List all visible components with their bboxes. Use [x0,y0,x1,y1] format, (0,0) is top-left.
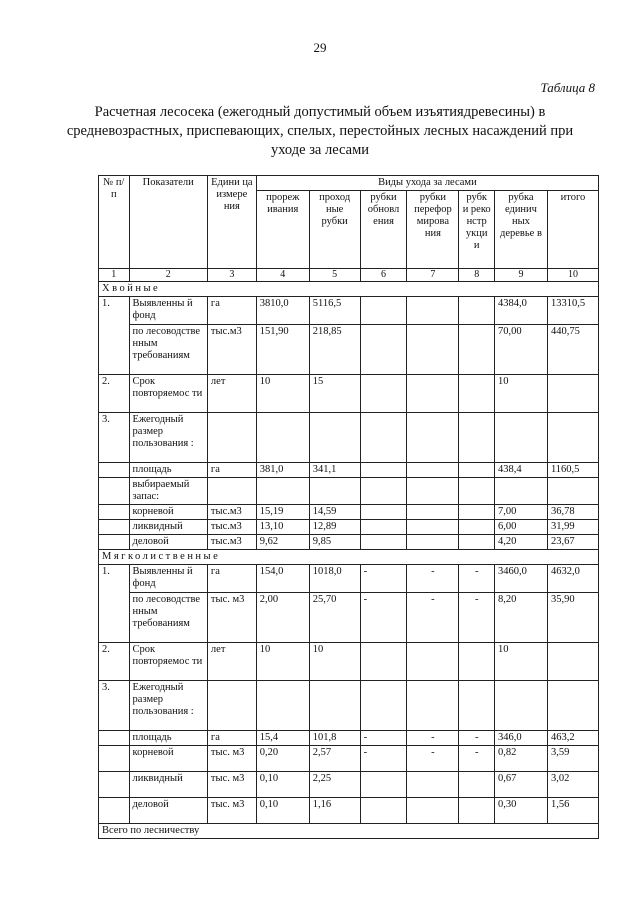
cell-reconstruction [459,535,495,550]
cell-reconstruction [459,463,495,478]
cell-reformation [407,297,459,325]
row-unit: тыс.м3 [207,505,256,520]
cell-single-trees: 7,00 [495,505,548,520]
row-indicator: по лесоводстве нным требованиям [129,593,207,643]
cell-reformation: - [407,746,459,772]
cell-single-trees [495,681,548,731]
cell-reformation: - [407,731,459,746]
col-number: 3 [207,269,256,282]
row-indicator: Срок повторяемос ти [129,643,207,681]
cell-thinning [256,413,309,463]
cell-renewal: - [360,565,407,593]
header-reformation-cuts: рубки перефор мирова ния [407,191,459,269]
cell-thinning: 2,00 [256,593,309,643]
cell-total: 4632,0 [547,565,598,593]
cell-passage [309,681,360,731]
cell-passage: 12,89 [309,520,360,535]
cell-single-trees: 6,00 [495,520,548,535]
forestry-total-row: Всего по лесничеству [99,824,599,839]
row-indicator: площадь [129,463,207,478]
cell-total: 1,56 [547,798,598,824]
cell-single-trees: 0,82 [495,746,548,772]
cell-passage: 9,85 [309,535,360,550]
row-indicator: Ежегодный размер пользования : [129,413,207,463]
cell-renewal [360,505,407,520]
row-unit [207,478,256,505]
cell-passage: 341,1 [309,463,360,478]
column-numbers-row [99,269,599,282]
cell-reformation [407,325,459,375]
row-unit: га [207,565,256,593]
row-number [99,798,130,824]
cell-passage: 2,25 [309,772,360,798]
row-unit: тыс. м3 [207,798,256,824]
col-number: 8 [459,269,495,282]
cell-thinning: 9,62 [256,535,309,550]
table-row [99,413,599,463]
cell-reformation [407,535,459,550]
table-row [99,478,599,505]
cell-reformation [407,772,459,798]
cell-passage: 10 [309,643,360,681]
cell-thinning: 151,90 [256,325,309,375]
row-number [99,463,130,478]
row-unit: тыс.м3 [207,520,256,535]
cell-thinning: 15,19 [256,505,309,520]
cell-reconstruction [459,798,495,824]
cell-passage: 101,8 [309,731,360,746]
cell-thinning: 0,10 [256,798,309,824]
cell-thinning: 10 [256,643,309,681]
col-number: 10 [547,269,598,282]
table-row [99,565,599,593]
cell-reconstruction [459,325,495,375]
col-number: 7 [407,269,459,282]
cell-passage: 15 [309,375,360,413]
row-indicator: Выявленны й фонд [129,297,207,325]
row-number: 2. [99,643,130,681]
cell-reformation: - [407,565,459,593]
table-row [99,520,599,535]
cell-single-trees: 3460,0 [495,565,548,593]
table-row [99,643,599,681]
cell-passage: 1,16 [309,798,360,824]
row-number: 2. [99,375,130,413]
cell-passage: 1018,0 [309,565,360,593]
row-indicator: корневой [129,505,207,520]
cell-reformation [407,505,459,520]
table-row [99,593,599,643]
cell-passage [309,478,360,505]
col-number: 4 [256,269,309,282]
cell-total [547,478,598,505]
row-unit: га [207,731,256,746]
header-reconstruction-cuts: рубк и реко нстр укци и [459,191,495,269]
row-unit: лет [207,643,256,681]
cell-reconstruction: - [459,746,495,772]
cell-total [547,643,598,681]
cell-renewal [360,535,407,550]
cell-reformation: - [407,593,459,643]
header-care-types: Виды ухода за лесами [256,176,598,191]
row-number: 3. [99,681,130,731]
cell-passage: 25,70 [309,593,360,643]
table-label: Таблица 8 [540,80,595,95]
row-number: 3. [99,413,130,463]
table-row [99,297,599,325]
cell-reformation [407,520,459,535]
header-indicators: Показатели [129,176,207,269]
cell-renewal [360,772,407,798]
row-unit [207,413,256,463]
cell-renewal [360,325,407,375]
cell-passage [309,413,360,463]
cell-total: 440,75 [547,325,598,375]
cell-renewal [360,681,407,731]
cell-single-trees [495,413,548,463]
cell-thinning: 10 [256,375,309,413]
header-single-tree-cuts: рубка единич ных деревье в [495,191,548,269]
cell-thinning: 3810,0 [256,297,309,325]
cell-renewal [360,375,407,413]
cell-total [547,681,598,731]
row-indicator: корневой [129,746,207,772]
cell-reformation [407,681,459,731]
header-renewal-cuts: рубки обновл ения [360,191,407,269]
cell-reconstruction [459,375,495,413]
row-number [99,478,130,505]
col-number: 1 [99,269,130,282]
cell-reconstruction: - [459,731,495,746]
cell-reformation [407,643,459,681]
cell-single-trees: 4,20 [495,535,548,550]
row-unit: тыс.м3 [207,325,256,375]
cell-renewal [360,643,407,681]
row-unit [207,681,256,731]
cell-reformation [407,798,459,824]
cell-thinning: 381,0 [256,463,309,478]
cell-single-trees: 346,0 [495,731,548,746]
cell-single-trees: 70,00 [495,325,548,375]
cell-reconstruction [459,297,495,325]
cell-total: 3,02 [547,772,598,798]
header-total: итого [547,191,598,269]
row-number [99,505,130,520]
cell-renewal [360,413,407,463]
cell-total: 463,2 [547,731,598,746]
row-indicator: ликвидный [129,520,207,535]
cell-renewal: - [360,731,407,746]
cell-thinning [256,478,309,505]
cell-reconstruction: - [459,593,495,643]
section-softwood: Мягколиственные [99,550,599,565]
col-number: 2 [129,269,207,282]
cell-total [547,375,598,413]
cell-total: 1160,5 [547,463,598,478]
cell-reconstruction [459,505,495,520]
table-row [99,505,599,520]
row-unit: га [207,297,256,325]
header-no: № п/п [99,176,130,269]
allowable-cut-table [98,175,599,839]
cell-renewal [360,478,407,505]
cell-reformation [407,413,459,463]
section-conifer: Хвойные [99,282,599,297]
cell-single-trees: 0,30 [495,798,548,824]
cell-thinning [256,681,309,731]
table-row [99,463,599,478]
row-unit: тыс. м3 [207,746,256,772]
document-title: Расчетная лесосека (ежегодный допустимый объем изъятиядревесины) в средневозрастных, приспевающих, спелых, перестойных лесных насаждений при уходе за лесами [66,104,574,158]
row-indicator: Срок повторяемос ти [129,375,207,413]
cell-renewal [360,463,407,478]
row-unit: тыс.м3 [207,535,256,550]
cell-thinning: 0,20 [256,746,309,772]
cell-total: 35,90 [547,593,598,643]
cell-reformation [407,463,459,478]
cell-total: 36,78 [547,505,598,520]
table-row [99,772,599,798]
header-thinning: прореж ивания [256,191,309,269]
col-number: 5 [309,269,360,282]
table-row [99,798,599,824]
cell-total [547,413,598,463]
row-unit: лет [207,375,256,413]
cell-renewal [360,520,407,535]
row-indicator: выбираемый запас: [129,478,207,505]
col-number: 9 [495,269,548,282]
row-indicator: деловой [129,798,207,824]
row-number [99,731,130,746]
table-row [99,375,599,413]
cell-passage: 2,57 [309,746,360,772]
row-number [99,772,130,798]
table-row [99,731,599,746]
cell-single-trees: 4384,0 [495,297,548,325]
cell-reconstruction: - [459,565,495,593]
table-row [99,746,599,772]
row-number: 1. [99,565,130,643]
col-number: 6 [360,269,407,282]
cell-reformation [407,375,459,413]
row-indicator: Выявленны й фонд [129,565,207,593]
row-indicator: площадь [129,731,207,746]
cell-passage: 218,85 [309,325,360,375]
cell-single-trees: 8,20 [495,593,548,643]
row-indicator: Ежегодный размер пользования : [129,681,207,731]
page-number: 29 [313,40,327,55]
header-passage-cuts: проход ные рубки [309,191,360,269]
cell-single-trees: 10 [495,375,548,413]
cell-reconstruction [459,681,495,731]
cell-passage: 14,59 [309,505,360,520]
row-indicator: деловой [129,535,207,550]
cell-renewal: - [360,593,407,643]
row-number: 1. [99,297,130,375]
cell-renewal [360,297,407,325]
cell-thinning: 15,4 [256,731,309,746]
cell-renewal [360,798,407,824]
row-indicator: по лесоводстве нным требованиям [129,325,207,375]
table-row [99,535,599,550]
cell-single-trees: 10 [495,643,548,681]
row-number [99,535,130,550]
cell-reconstruction [459,643,495,681]
cell-reconstruction [459,478,495,505]
header-unit: Едини ца измере ния [207,176,256,269]
cell-reconstruction [459,520,495,535]
cell-reconstruction [459,413,495,463]
cell-thinning: 13,10 [256,520,309,535]
cell-renewal: - [360,746,407,772]
row-unit: тыс. м3 [207,593,256,643]
cell-single-trees: 0,67 [495,772,548,798]
cell-passage: 5116,5 [309,297,360,325]
cell-total: 31,99 [547,520,598,535]
cell-thinning: 0,10 [256,772,309,798]
row-unit: тыс. м3 [207,772,256,798]
table-row [99,325,599,375]
table-row [99,681,599,731]
row-number [99,520,130,535]
cell-single-trees [495,478,548,505]
cell-single-trees: 438,4 [495,463,548,478]
cell-total: 13310,5 [547,297,598,325]
cell-total: 23,67 [547,535,598,550]
cell-reformation [407,478,459,505]
row-unit: га [207,463,256,478]
cell-thinning: 154,0 [256,565,309,593]
row-indicator: ликвидный [129,772,207,798]
cell-reconstruction [459,772,495,798]
cell-total: 3,59 [547,746,598,772]
row-number [99,746,130,772]
